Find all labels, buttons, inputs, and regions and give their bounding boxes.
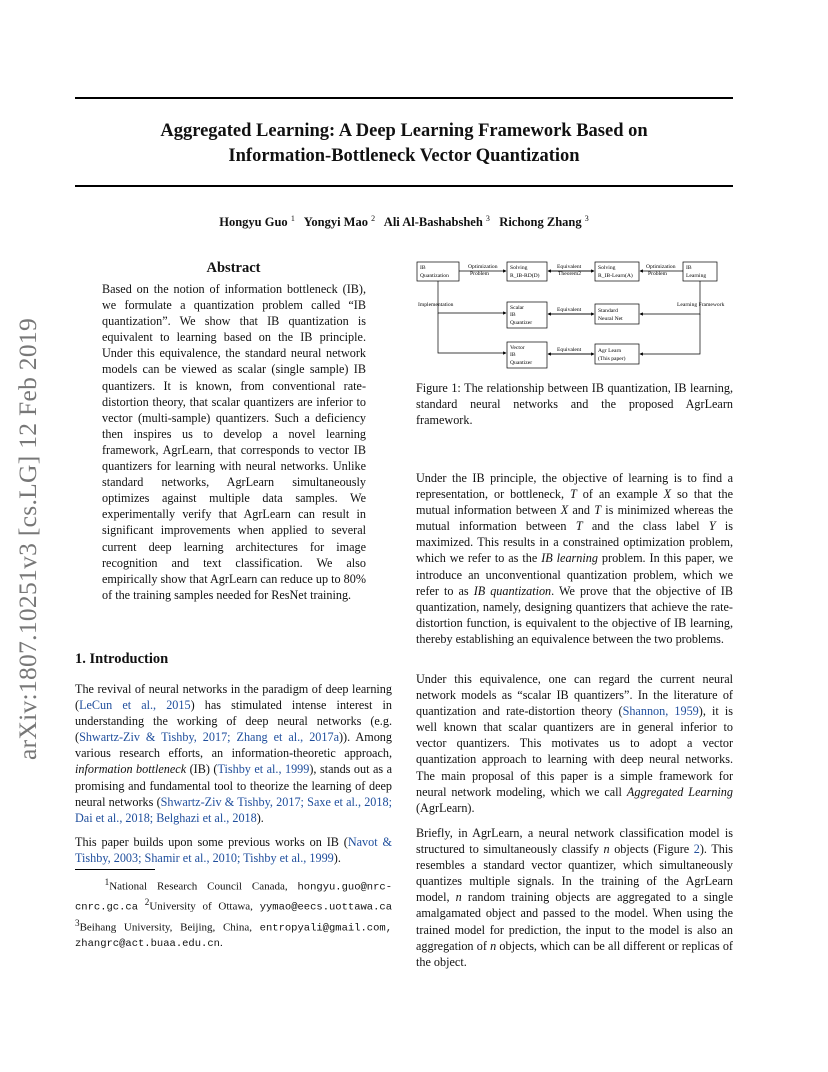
text-run: so that the mutual information between	[416, 487, 733, 518]
abstract-text: Based on the notion of information bottleneck (IB), we formulate a quantization problem called “IB quantization”. We show that IB quantization is equivalent to learning based on the IB principle. Under this equivalence, the standard neural network models can be viewed as scalar (single sample) IB quantizers. It is known, from conventional rate-distortion theory, that scalar quantizers are inferior to vector (multi-sample) quantizers. Such a deficiency then inspires us to develop a novel learning framework, AgrLearn, that corresponds to vector IB quantizers for learning with neural networks. Unlike standard networks, AgrLearn simultaneously optimizes against multiple data samples. We experimentally verify that AgrLearn can result in significant improvements when applied to several current deep learning architectures for image recognition and text classification. We also empirically show that AgrLearn can reduce up to 80% of the training samples needed for ResNet training.	[102, 282, 366, 602]
citation-link[interactable]: Shwartz-Ziv & Tishby, 2017; Zhang et al., 2017a	[79, 730, 339, 745]
author-affiliation-mark: 2	[371, 214, 376, 223]
emphasis-text: IB learning	[541, 551, 598, 566]
emphasis-text: IB quantization	[473, 583, 552, 598]
text-run: random training objects are aggregated to a single amalgamated object and passed to the model. When using the trained model for prediction, the input to the model is also an aggregation of	[416, 890, 733, 953]
emphasis-text: information bottleneck	[75, 762, 187, 777]
edge-label: Problem	[648, 271, 667, 277]
right-paragraph-2	[416, 671, 733, 816]
emphasis-text: Aggregated Learning	[626, 784, 733, 799]
arrow-framework-standard	[640, 281, 700, 314]
title-top-rule	[75, 97, 733, 99]
text-run: objects, which can be all different or replicas of the object.	[416, 938, 733, 969]
text-run: of an example	[576, 487, 664, 502]
edge-label: Optimization	[468, 264, 498, 270]
box-label: IB	[510, 352, 516, 358]
email-address[interactable]: yymao@eecs.uottawa.ca	[259, 901, 393, 914]
figure-reference-link[interactable]: 2	[693, 842, 700, 857]
citation-link[interactable]: Navot & Tishby, 2003; Shamir et al., 2010; Tishby et al., 1999	[75, 835, 392, 866]
arrow-framework-agr	[640, 314, 700, 354]
title-line-1: Aggregated Learning: A Deep Learning Framework Based on	[160, 121, 648, 141]
text-run: ). This resembles a standard vector quantizer, which simultaneously quantizes multiple signals. In the training of the AgrLearn model,	[416, 842, 733, 905]
box-label: Scalar	[510, 305, 524, 311]
edge-label: Equivalent	[557, 347, 582, 353]
text-run: Beihang University, Beijing, China,	[79, 921, 260, 934]
edge-label: Equivalent	[557, 264, 582, 270]
paper-title	[75, 119, 733, 169]
text-run: National Research Council Canada,	[109, 880, 298, 893]
edge-label: Theorem2	[558, 271, 581, 277]
text-run: University of Ottawa,	[149, 900, 260, 913]
author-affiliation-mark: 1	[290, 214, 295, 223]
author-affiliation-mark: 3	[485, 214, 490, 223]
text-run: Under this equivalence, one can regard the current neural network models as “scalar IB quantizers”. In the literature of quantization and rate-distortion theory (	[416, 672, 733, 719]
citation-link[interactable]: Shwartz-Ziv & Tishby, 2017; Saxe et al., 2018; Dai et al., 2018; Belghazi et al., 2018	[75, 794, 392, 825]
citation-link[interactable]: LeCun et al., 2015	[79, 698, 191, 713]
text-run: problem. In this paper, we introduce an unconventional quantization problem, which we refer to as	[416, 551, 733, 598]
edge-label: Optimization	[646, 264, 676, 270]
box-label: R_IB-RD(D)	[510, 273, 540, 279]
author-name: Ali Al-Bashabsheh	[383, 215, 483, 230]
text-run: (IB) (	[186, 762, 218, 777]
box-label: R_IB-Learn(A)	[598, 273, 633, 279]
intro-paragraph-2	[75, 834, 392, 866]
box-label: Solving	[598, 265, 616, 271]
title-bottom-rule	[75, 185, 733, 187]
figure-1-caption: Figure 1: The relationship between IB quantization, IB learning, standard neural networks and the proposed AgrLearn framework.	[416, 381, 733, 428]
footnote-rule	[75, 869, 155, 870]
author-name: Hongyu Guo	[219, 215, 288, 230]
text-run: . We prove that the objective of IB quantization, namely, designing quantizers that achieve the rate-distortion function, is equivalent to the objective of IB learning, thereby establishing an equivalence between the two problems.	[416, 583, 733, 646]
author-list	[75, 214, 733, 230]
math-symbol: X	[560, 503, 569, 518]
text-run: and	[568, 503, 595, 518]
math-symbol: T	[575, 519, 583, 534]
abstract-heading: Abstract	[206, 260, 261, 276]
text-run: ) has stimulated intense interest in understanding the working of deep neural networks (e.g. (	[75, 698, 392, 745]
affiliation-footnote	[75, 875, 392, 951]
right-paragraph-3	[416, 825, 733, 970]
box-label: IB	[420, 265, 426, 271]
box-label: (This paper)	[598, 356, 626, 362]
footnote-mark: 2	[144, 897, 150, 908]
right-paragraph-1	[416, 470, 733, 647]
email-address[interactable]: hongyu.guo@nrc-cnrc.gc.ca	[75, 881, 392, 914]
text-run: )). Among various research efforts, an information-theoretic approach,	[75, 730, 392, 761]
text-run: Briefly, in AgrLearn, a neural network classification model is structured to simultaneously classify	[416, 826, 733, 857]
math-symbol: T	[569, 487, 577, 502]
author-name: Richong Zhang	[499, 215, 582, 230]
box-label: IB	[686, 265, 692, 271]
box-label: Quantizer	[510, 320, 533, 326]
email-address[interactable]: entropyali@gmail.com, zhangrc@act.buaa.edu.cn	[75, 922, 392, 950]
text-run: is minimized whereas the mutual information between	[416, 503, 733, 534]
math-symbol: Y	[708, 519, 716, 534]
author-affiliation-mark: 3	[584, 214, 589, 223]
figure-1-diagram	[412, 256, 742, 371]
title-line-2: Information-Bottleneck Vector Quantization	[228, 146, 580, 166]
box-label: Vector	[510, 345, 525, 351]
box-label: Neural Net	[598, 316, 623, 322]
math-symbol: n	[603, 842, 610, 857]
edge-label: Equivalent	[557, 307, 582, 313]
text-run: This paper builds upon some previous works on IB (	[75, 835, 348, 849]
edge-label: Problem	[470, 271, 489, 277]
author-name: Yongyi Mao	[303, 215, 368, 230]
box-label: Agr Learn	[598, 348, 622, 354]
box-label: Learning	[686, 273, 707, 279]
text-run: ), it is well known that scalar quantizers are in general inferior to vector quantizers. This motivates us to adopt a vector quantization approach to learning with deep neural networks. The main proposal of this paper is a simple framework for neural network modeling, which we call	[416, 704, 734, 799]
text-run: objects (Figure	[609, 842, 694, 857]
arrow-implementation-vector	[438, 313, 506, 353]
edge-label: Learning Framework	[677, 302, 725, 308]
section-heading-introduction: 1. Introduction	[75, 651, 169, 667]
math-symbol: n	[490, 938, 497, 953]
box-label: Quantizer	[510, 360, 533, 366]
text-run: Under the IB principle, the objective of learning is to find a representation, or bottleneck,	[416, 471, 733, 502]
text-run: (AgrLearn).	[416, 800, 475, 815]
footnote-mark: 3	[75, 917, 80, 928]
box-label: Quantization	[420, 273, 449, 279]
intro-paragraph-1	[75, 681, 392, 826]
citation-link[interactable]: Tishby et al., 1999	[217, 762, 310, 777]
text-run: ).	[256, 810, 264, 825]
math-symbol: n	[455, 890, 462, 905]
math-symbol: X	[663, 487, 672, 502]
box-label: IB	[510, 312, 516, 318]
box-label: Standard	[598, 308, 618, 314]
text-run: .	[219, 936, 223, 949]
citation-link[interactable]: Shannon, 1959	[622, 704, 699, 719]
edge-label: Implementation	[418, 302, 454, 308]
math-symbol: T	[594, 503, 601, 518]
box-label: Solving	[510, 265, 528, 271]
text-run: is maximized. This results in a constrained optimization problem, which we refer to as the	[416, 519, 733, 566]
text-run: The revival of neural networks in the paradigm of deep learning (	[75, 682, 392, 713]
arrow-implementation-scalar	[438, 281, 506, 313]
text-run: ).	[333, 851, 341, 866]
text-run: ), stands out as a promising and fundamental tool to theorize the learning of deep neural networks (	[75, 762, 392, 809]
text-run: and the class label	[582, 519, 709, 534]
arxiv-stamp: arXiv:1807.10251v3 [cs.LG] 12 Feb 2019	[13, 317, 42, 760]
footnote-mark: 1	[104, 877, 110, 887]
